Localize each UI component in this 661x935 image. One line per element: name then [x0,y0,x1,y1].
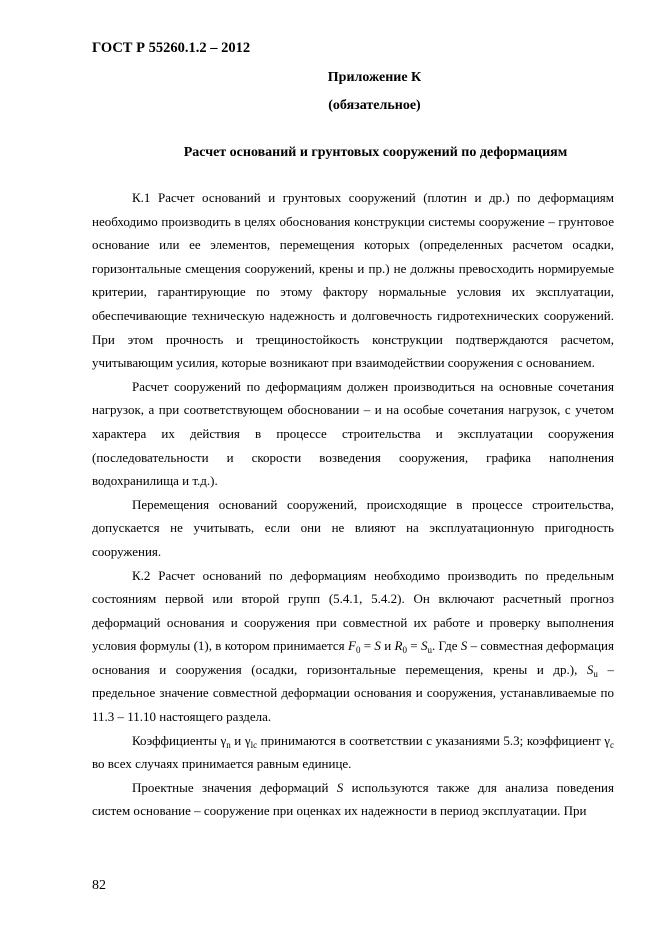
text-span: Коэффициенты γ [132,732,227,748]
text-span: = [406,638,421,654]
symbol-s: S [420,638,428,654]
page-number: 82 [92,878,106,893]
subscript: c [610,739,615,750]
text-span: . Где [431,638,461,654]
text-span: и γ [230,732,251,748]
appendix-status: (обязательное) [328,98,421,113]
symbol-s: S [586,661,594,677]
text-span: – совместная деформация основания и сооружения (осадки, горизонтальные перемещения, крены и др.), [92,638,614,677]
subscript: u [593,668,598,679]
subscript: lc [250,739,258,750]
paragraph-construction-displacements: Перемещения оснований сооружений, происходящие в процессе строительства, допускается не учитывать, если они не влияют на эксплуатационную пригодность сооружения. [92,496,614,559]
standard-code-header: ГОСТ Р 55260.1.2 – 2012 [92,40,251,56]
subscript: n [226,739,231,750]
text-span: во всех случаях принимается равным единице. [92,756,352,772]
appendix-title: Приложение К [327,70,422,85]
paragraph-load-combinations: Расчет сооружений по деформациям должен производиться на основные сочетания нагрузок, а при соответствующем обосновании – и на особые сочетания нагрузок, с учетом характера их действия в процессе строительства и эксплуатации сооружения (последовательности и скорости возведения сооружения, графика наполнения водохранилища и т.д.). [92,378,614,489]
body-text [92,186,614,823]
text-span: К.2 Расчет оснований по деформациям необходимо производить по предельным состояниям первой или второй групп (5.4.1, 5.4.2). Он включают расчетный прогноз деформаций основания и сооружения при совместной их работе и проверку выполнения условия формулы (1), в котором принимается [92,567,614,654]
subscript: u [427,645,432,656]
symbol-f: F [347,638,356,654]
paragraph-design-values [92,776,614,823]
paragraph-k1: К.1 Расчет оснований и грунтовых сооружений (плотин и др.) по деформациям необходимо производить в целях обоснования конструкции системы сооружение – грунтовое основание или ее элементов, перемещения которых (определенных расчетом осадки, горизонтальные смещения сооружений, крены и пр.) не должны превосходить нормируемые критерии, гарантирующие по этому фактору нормальные условия их эксплуатации, обеспечивающие техническую надежность и долговечность гидротехнических сооружений. При этом прочность и трещиностойкость конструкции подтверждаются расчетом, учитывающим усилия, которые возникают при взаимодействии сооружения с основанием. [92,190,614,371]
text-span: Проектные значения деформаций [132,779,337,795]
text-span: принимаются в соответствии с указаниями 5.3; коэффициент γ [257,732,611,748]
symbol-s: S [336,779,344,795]
subscript: 0 [355,645,361,656]
text-span: – предельное значение совместной деформации основания и сооружения, устанавливаемые по 11.3 – 11.10 настоящего раздела. [92,661,614,725]
subscript: 0 [402,645,407,656]
text-span: = [360,638,375,654]
text-span: используются также для анализа поведения систем основание – сооружение при оценках их надежности в период эксплуатации. При [92,779,614,819]
symbol-r: R [394,638,403,654]
symbol-s: S [374,638,381,654]
section-title: Расчет оснований и грунтовых сооружений по деформациям [183,145,568,160]
symbol-s: S [460,638,468,654]
paragraph-coefficients [92,729,614,776]
text-span: и [380,638,395,654]
paragraph-k2 [92,564,614,729]
